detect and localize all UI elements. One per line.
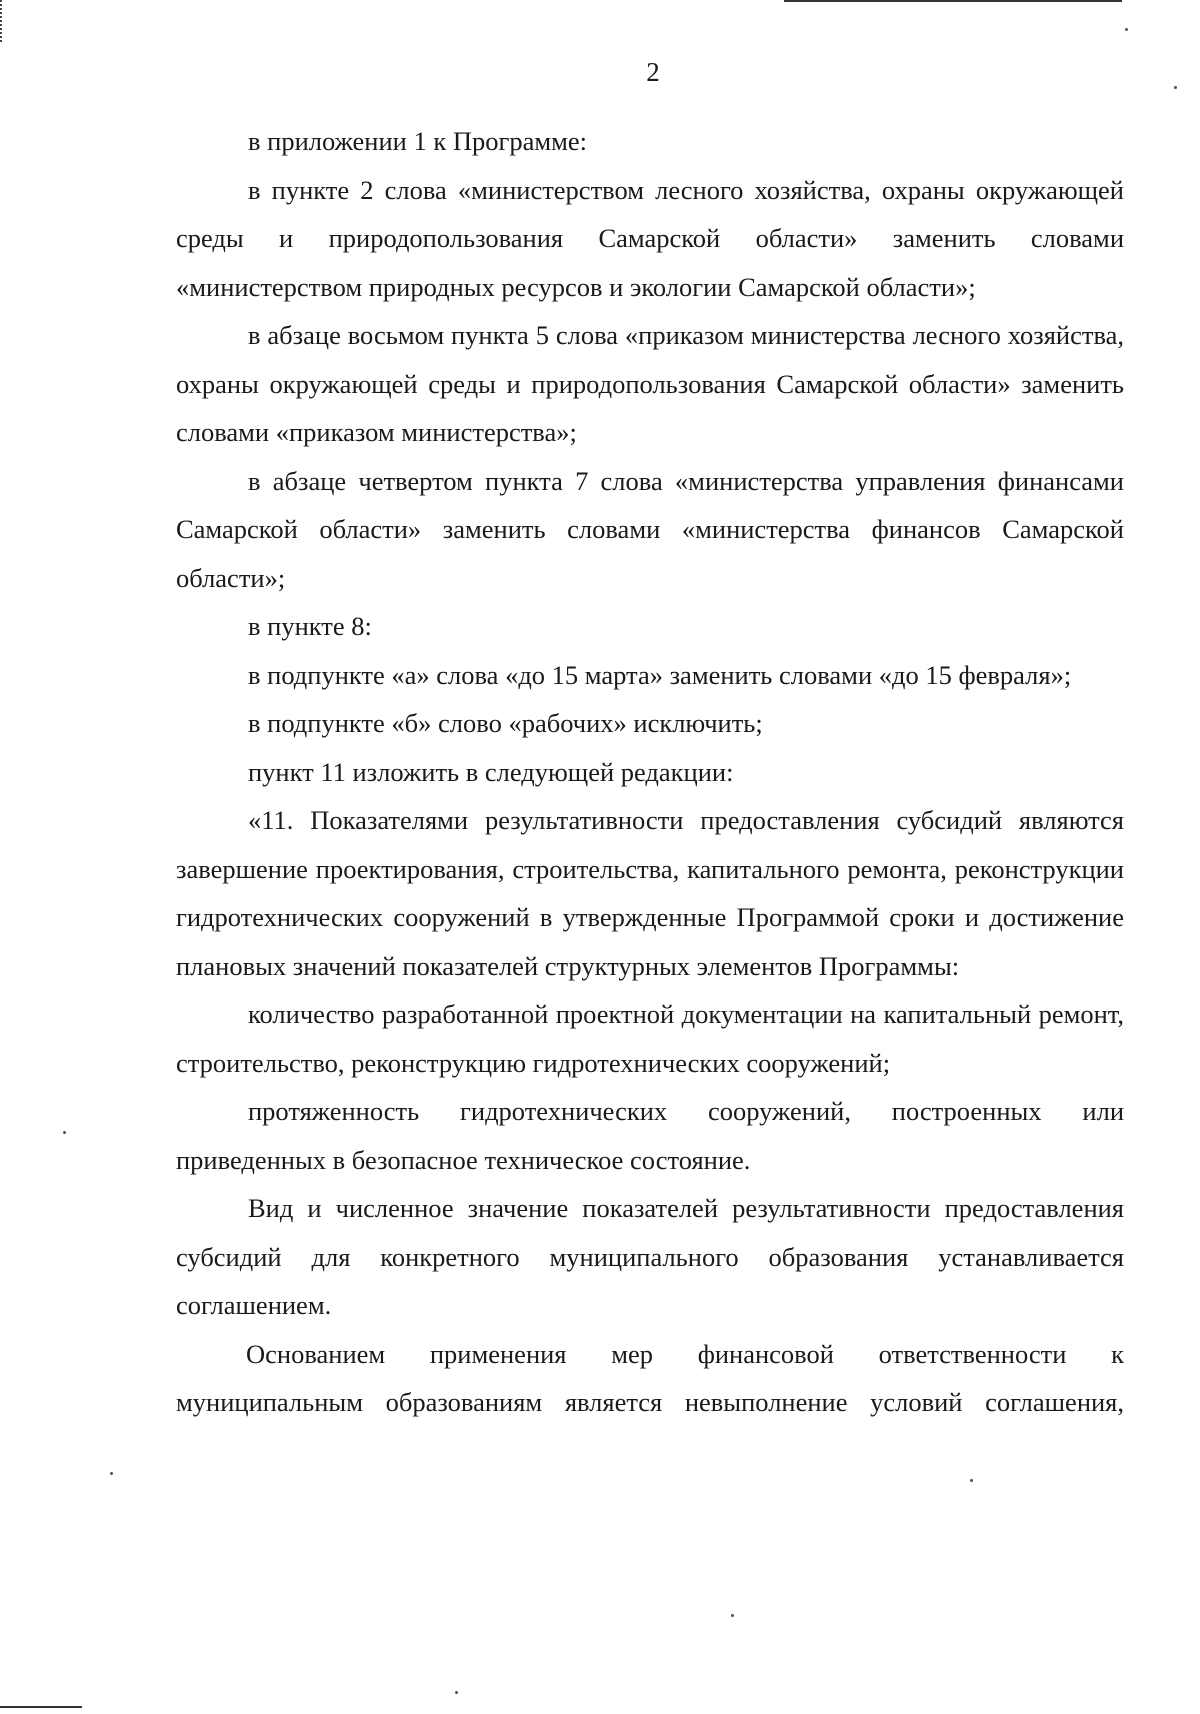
paragraph: в подпункте «б» слово «рабочих» исключить;: [248, 708, 763, 738]
paragraph: Вид и численное значение показателей результативности предоставления субсидий для конкретного муниципального образования устанавливается соглашением.: [176, 1193, 1124, 1320]
paragraph: количество разработанной проектной документации на капитальный ремонт, строительство, реконструкцию гидротехнических сооружений;: [176, 999, 1124, 1078]
paragraph: в приложении 1 к Программе:: [248, 126, 588, 156]
scan-left-edge: [0, 0, 4, 42]
paragraph: в пункте 2 слова «министерством лесного хозяйства, охраны окружающей среды и природопользования Самарской области» заменить словами «министерством природных ресурсов и экологии Самарской области»;: [176, 174, 1124, 302]
scan-top-rule: [784, 0, 1122, 2]
scan-speck: [731, 1614, 734, 1617]
paragraph: Основанием применения мер финансовой ответственности к муниципальным образованиям является невыполнение условий соглашения,: [176, 1338, 1124, 1417]
paragraph: «11. Показателями результативности предоставления субсидий являются завершение проектирования, строительства, капитального ремонта, реконструкции гидротехнических сооружений в утвержденные Программой сроки и достижение плановых значений показателей структурных элементов Программы:: [176, 805, 1124, 981]
scan-speck: [110, 1472, 113, 1475]
scan-speck: [970, 1479, 973, 1482]
paragraph: протяженность гидротехнических сооружений, построенных или приведенных в безопасное техническое состояние.: [176, 1096, 1124, 1175]
scan-speck: [63, 1131, 66, 1134]
paragraph: в подпункте «а» слова «до 15 марта» заменить словами «до 15 февраля»;: [248, 659, 1072, 690]
paragraph: в пункте 8:: [248, 611, 372, 641]
paragraph: пункт 11 изложить в следующей редакции:: [248, 756, 734, 787]
paragraph: в абзаце восьмом пункта 5 слова «приказом министерства лесного хозяйства, охраны окружающей среды и природопользования Самарской области» заменить словами «приказом министерства»;: [176, 320, 1124, 447]
page-number: 2: [646, 57, 660, 87]
scan-speck: [1125, 28, 1128, 31]
scan-speck: [455, 1691, 458, 1694]
paragraph: в абзаце четвертом пункта 7 слова «министерства управления финансами Самарской области» заменить словами «министерства финансов Самарской области»;: [176, 465, 1124, 593]
document-body: [176, 117, 1124, 1427]
scan-bottom-rule: [0, 1706, 82, 1708]
